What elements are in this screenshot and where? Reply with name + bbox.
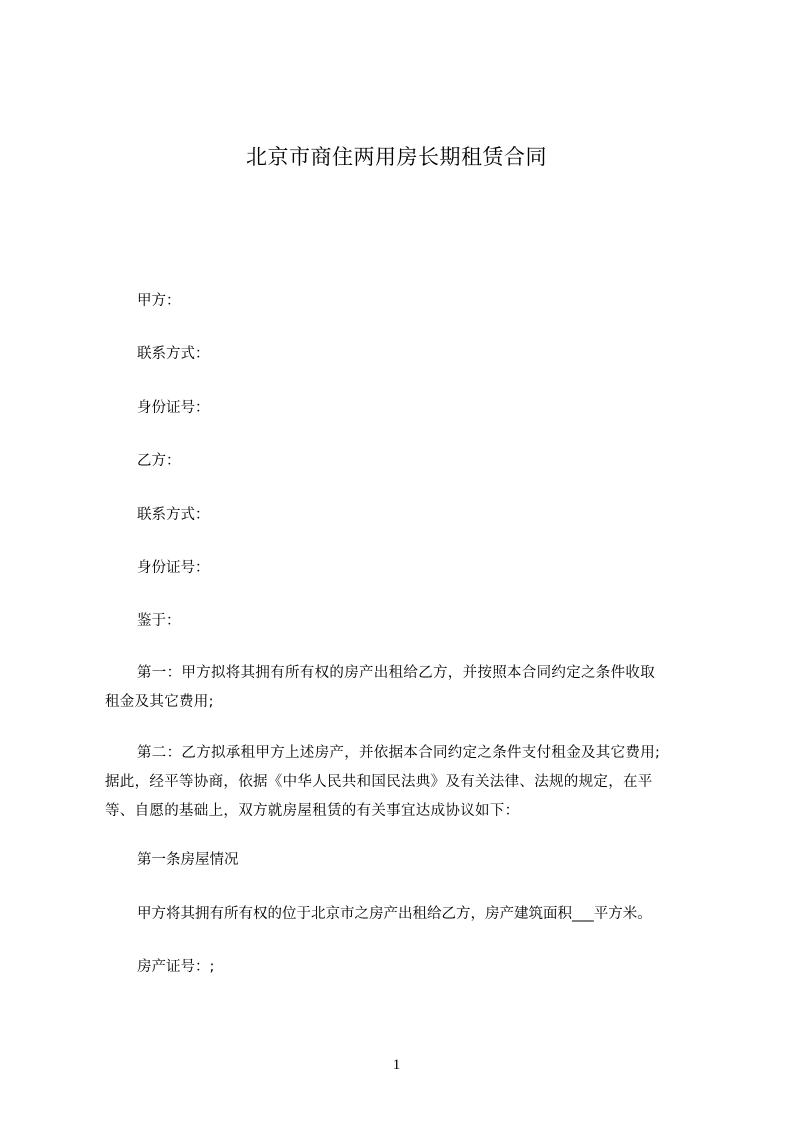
clause-first-line-2: 租金及其它费用; <box>105 694 214 710</box>
clause-second-line-3: 等、自愿的基础上，双方就房屋租赁的有关事宜达成协议如下： <box>105 803 520 819</box>
party-b-label: 乙方： <box>137 453 181 469</box>
article-1-text: 甲方将其拥有所有权的位于北京市之房产出租给乙方，房产建筑面积___平方米。 <box>137 906 652 922</box>
document-title: 北京市商住两用房长期租赁合同 <box>246 145 547 169</box>
clause-second-paragraph <box>105 739 705 826</box>
clause-second-line-2: 据此，经平等协商，依据《中华人民共和国民法典》及有关法律、法规的规定，在平 <box>105 774 653 790</box>
article-1-heading: 第一条房屋情况 <box>137 852 239 868</box>
party-b-id-label: 身份证号： <box>137 560 210 576</box>
party-b-contact-label: 联系方式： <box>137 507 210 523</box>
clause-first-line-1: 第一：甲方拟将其拥有所有权的房产出租给乙方，并按照本合同约定之条件收取 <box>137 665 655 681</box>
clause-first-paragraph <box>105 659 705 717</box>
party-a-contact-label: 联系方式： <box>137 346 210 362</box>
party-a-label: 甲方： <box>137 293 181 309</box>
property-cert-label: 房产证号：; <box>137 959 215 975</box>
clause-second-line-1: 第二：乙方拟承租甲方上述房产，并依据本合同约定之条件支付租金及其它费用; <box>137 745 661 761</box>
whereas-label: 鉴于： <box>137 613 181 629</box>
page-number: 1 <box>392 1057 401 1073</box>
party-a-id-label: 身份证号： <box>137 400 210 416</box>
